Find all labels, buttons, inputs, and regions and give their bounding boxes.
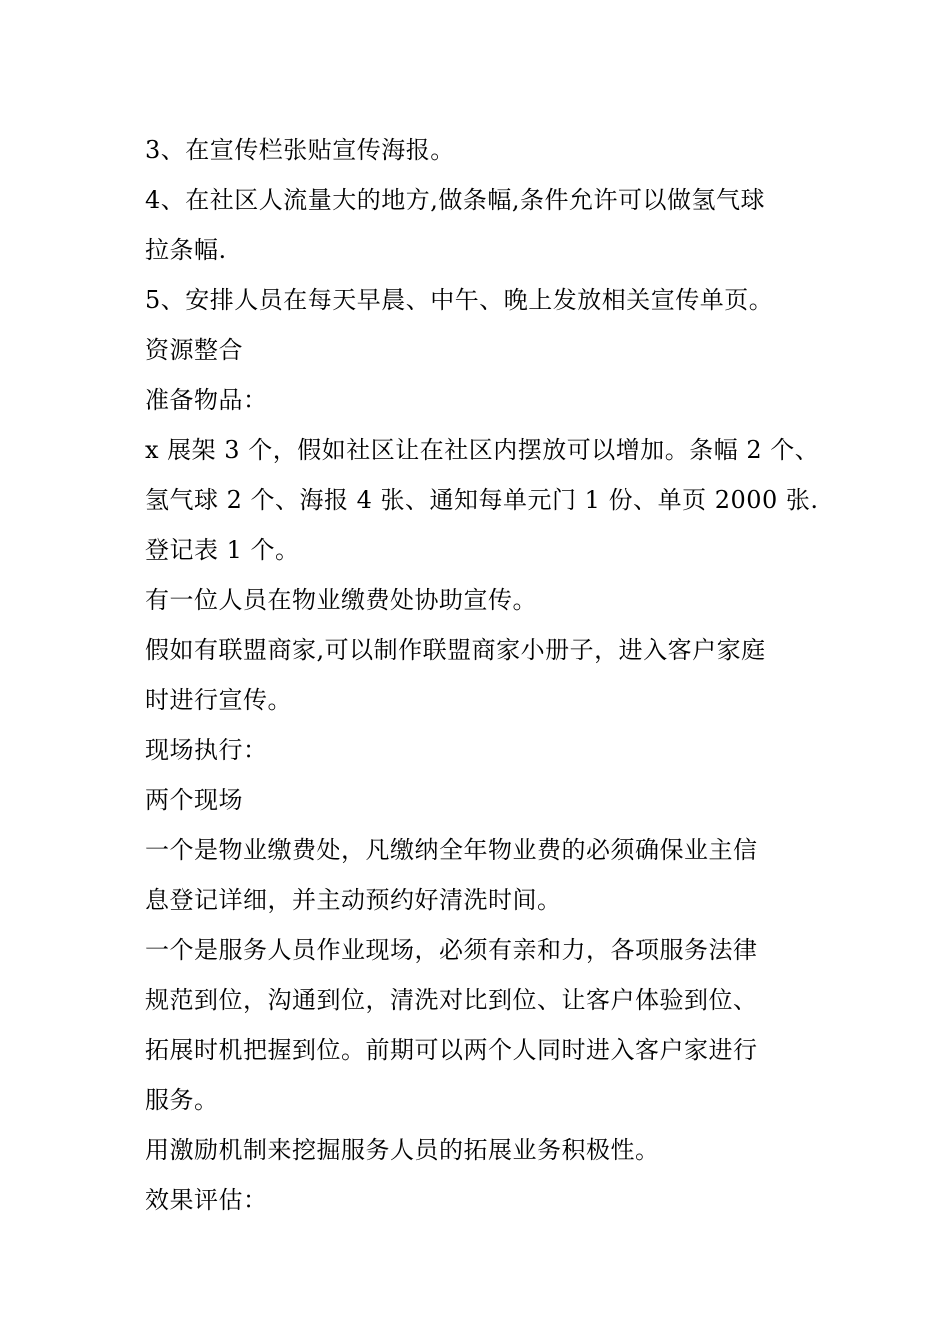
paragraph-incentive — [145, 1125, 825, 1175]
paragraph-banner — [145, 175, 825, 275]
text-line: 规范到位，沟通到位，清洗对比到位、让客户体验到位、 — [145, 986, 758, 1014]
text-line: 资源整合 — [145, 336, 243, 364]
text-line: 效果评估： — [145, 1186, 268, 1214]
text-line: 登记表 1 个。 — [145, 536, 300, 564]
text-line: 一个是物业缴费处，凡缴纳全年物业费的必须确保业主信 — [145, 836, 758, 864]
paragraph-alliance-booklet — [145, 625, 825, 725]
paragraph-two-sites — [145, 775, 825, 825]
heading-effect-evaluation — [145, 1175, 825, 1225]
text-line: 4、在社区人流量大的地方,做条幅,条件允许可以做氢气球 — [145, 186, 766, 214]
paragraph-item-list — [145, 425, 825, 525]
paragraph-poster — [145, 125, 825, 175]
document-body — [145, 125, 825, 1225]
text-line: 假如有联盟商家,可以制作联盟商家小册子，进入客户家庭 — [145, 636, 766, 664]
paragraph-flyers — [145, 275, 825, 325]
text-line: 服务。 — [145, 1086, 219, 1114]
heading-onsite-execution — [145, 725, 825, 775]
text-line: 5、安排人员在每天早晨、中午、晚上发放相关宣传单页。 — [145, 286, 774, 314]
heading-prepare-items — [145, 375, 825, 425]
paragraph-staff-assist — [145, 575, 825, 625]
text-line: 拓展时机把握到位。前期可以两个人同时进入客户家进行 — [145, 1036, 758, 1064]
paragraph-service-site — [145, 925, 825, 1125]
text-line: 3、在宣传栏张贴宣传海报。 — [145, 136, 455, 164]
text-line: x 展架 3 个，假如社区让在社区内摆放可以增加。条幅 2 个、 — [145, 436, 820, 464]
text-line: 一个是服务人员作业现场，必须有亲和力，各项服务法律 — [145, 936, 758, 964]
text-line: 准备物品： — [145, 386, 268, 414]
text-line: 两个现场 — [145, 786, 243, 814]
paragraph-registration-form — [145, 525, 825, 575]
text-line: 用激励机制来挖掘服务人员的拓展业务积极性。 — [145, 1136, 660, 1164]
text-line: 有一位人员在物业缴费处协助宣传。 — [145, 586, 537, 614]
text-line: 拉条幅. — [145, 236, 227, 264]
text-line: 现场执行： — [145, 736, 268, 764]
paragraph-payment-site — [145, 825, 825, 925]
heading-resource-integration — [145, 325, 825, 375]
text-line: 时进行宣传。 — [145, 686, 292, 714]
text-line: 息登记详细，并主动预约好清洗时间。 — [145, 886, 562, 914]
text-line: 氢气球 2 个、海报 4 张、通知每单元门 1 份、单页 2000 张. — [145, 486, 819, 514]
